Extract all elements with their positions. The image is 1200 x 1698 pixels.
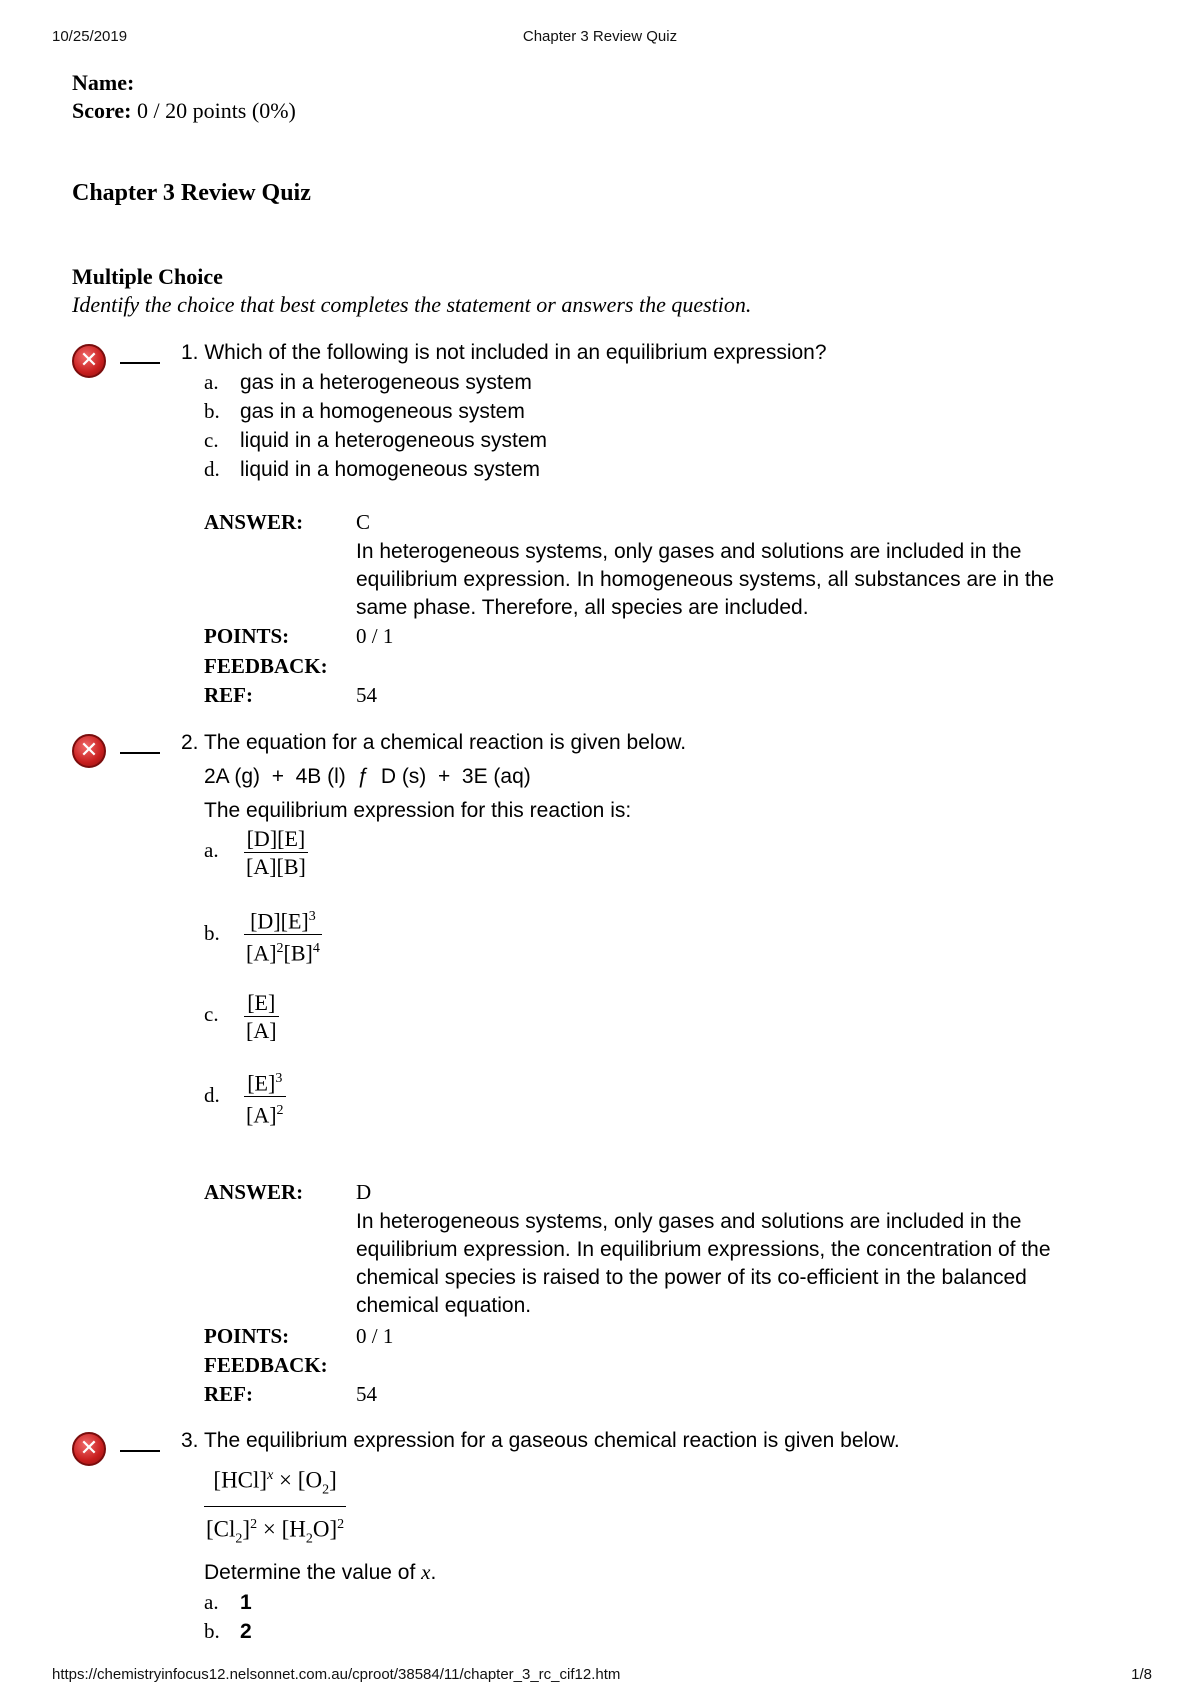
fraction: $\frac{[E]^3}{[A]^2}$: [246, 1070, 284, 1128]
choice-b: b. gas in a homogeneous system: [204, 399, 525, 423]
answer-blank: [120, 752, 160, 754]
section-instructions: Identify the choice that best completes the statement or answers the question.: [72, 292, 752, 317]
print-date: 10/25/2019: [52, 28, 128, 45]
fraction: $\frac{[D][E]}{[A][B]}$: [246, 826, 306, 879]
choice-c: c. $\frac{[E]}{[A]}$: [204, 990, 277, 1043]
points-label: POINTS:: [204, 1324, 290, 1348]
choice-b: b. $\frac{[D][E]^3}{[A]^2[B]^4}$: [204, 904, 322, 968]
score-label: Score:: [72, 98, 132, 123]
incorrect-icon: ✕: [72, 344, 106, 378]
section-title: Multiple Choice: [72, 264, 223, 289]
question-number: 3.: [181, 1429, 199, 1452]
question-prompt: Determine the value of x.: [204, 1560, 437, 1584]
answer-label: ANSWER:: [204, 510, 304, 534]
question-3: [181, 1426, 900, 1455]
choice-list: [204, 368, 547, 484]
choice-d: d. $\frac{[E]^3}{[A]^2}$: [204, 1066, 286, 1130]
name-label: Name:: [72, 70, 135, 95]
choice-c: c. liquid in a heterogeneous system: [204, 428, 548, 452]
fraction: $\frac{[D][E]^3}{[A]^2[B]^4}$: [246, 908, 320, 966]
page-number: 1/8: [1131, 1666, 1152, 1683]
choice-d: d. liquid in a homogeneous system: [204, 457, 541, 481]
choice-a: a. gas in a heterogeneous system: [204, 370, 532, 394]
answer-value: D: [356, 1180, 372, 1204]
question-2: [181, 728, 686, 757]
answer-blank: [120, 362, 160, 364]
reaction-equation: 2A (g) + 4B (l) ƒ D (s) + 3E (aq): [204, 765, 531, 788]
incorrect-icon: ✕: [72, 734, 106, 768]
ref-value: 54: [356, 683, 377, 707]
choice-a: a. $\frac{[D][E]}{[A][B]}$: [204, 826, 306, 879]
question-number: 2.: [181, 731, 199, 754]
score-line: [72, 98, 296, 124]
fraction: $\frac{[E]}{[A]}$: [246, 990, 277, 1043]
page-url: https://chemistryinfocus12.nelsonnet.com.au/cproot/38584/11/chapter_3_rc_cif12.htm: [52, 1666, 621, 1683]
print-title: Chapter 3 Review Quiz: [522, 28, 678, 45]
quiz-title: Chapter 3 Review Quiz: [72, 180, 311, 206]
question-1: [181, 338, 827, 367]
choice-b: b. 2: [204, 1619, 252, 1643]
incorrect-icon: ✕: [72, 1432, 106, 1466]
question-number: 1.: [181, 341, 199, 364]
answer-blank: [120, 1450, 160, 1452]
answer-value: C: [356, 510, 371, 534]
equilibrium-expression: $\frac{[HCl]^x \times [O_2]}{[Cl_2]^2 \times [H_2O]^2}$: [204, 1460, 346, 1558]
points-value: 0 / 1: [356, 624, 394, 648]
points-value: 0 / 1: [356, 1324, 394, 1348]
answer-explanation: In heterogeneous systems, only gases and solutions are included in the equilibrium expression. In equilibrium expressions, the concentration of the chemical species is raised to the power of its co-efficient in the balanced chemical equation.: [356, 1210, 1051, 1317]
feedback-label: FEEDBACK:: [204, 1353, 328, 1377]
answer-label: ANSWER:: [204, 1180, 304, 1204]
ref-label: REF:: [204, 1382, 253, 1406]
question-prompt: The equilibrium expression for this reaction is:: [204, 799, 632, 822]
choice-a: a. 1: [204, 1590, 252, 1614]
answer-explanation: In heterogeneous systems, only gases and solutions are included in the equilibrium expression. In homogeneous systems, all substances are in the same phase. Therefore, all species are included.: [356, 540, 1055, 619]
feedback-label: FEEDBACK:: [204, 654, 328, 678]
ref-value: 54: [356, 1382, 377, 1406]
choice-list: [204, 1588, 252, 1646]
points-label: POINTS:: [204, 624, 290, 648]
score-value: 0 / 20 points (0%): [136, 98, 296, 123]
question-text: Which of the following is not included in an equilibrium expression?: [204, 341, 827, 364]
ref-label: REF:: [204, 683, 253, 707]
question-text: The equation for a chemical reaction is given below.: [203, 731, 687, 754]
question-text: The equilibrium expression for a gaseous chemical reaction is given below.: [203, 1429, 900, 1452]
